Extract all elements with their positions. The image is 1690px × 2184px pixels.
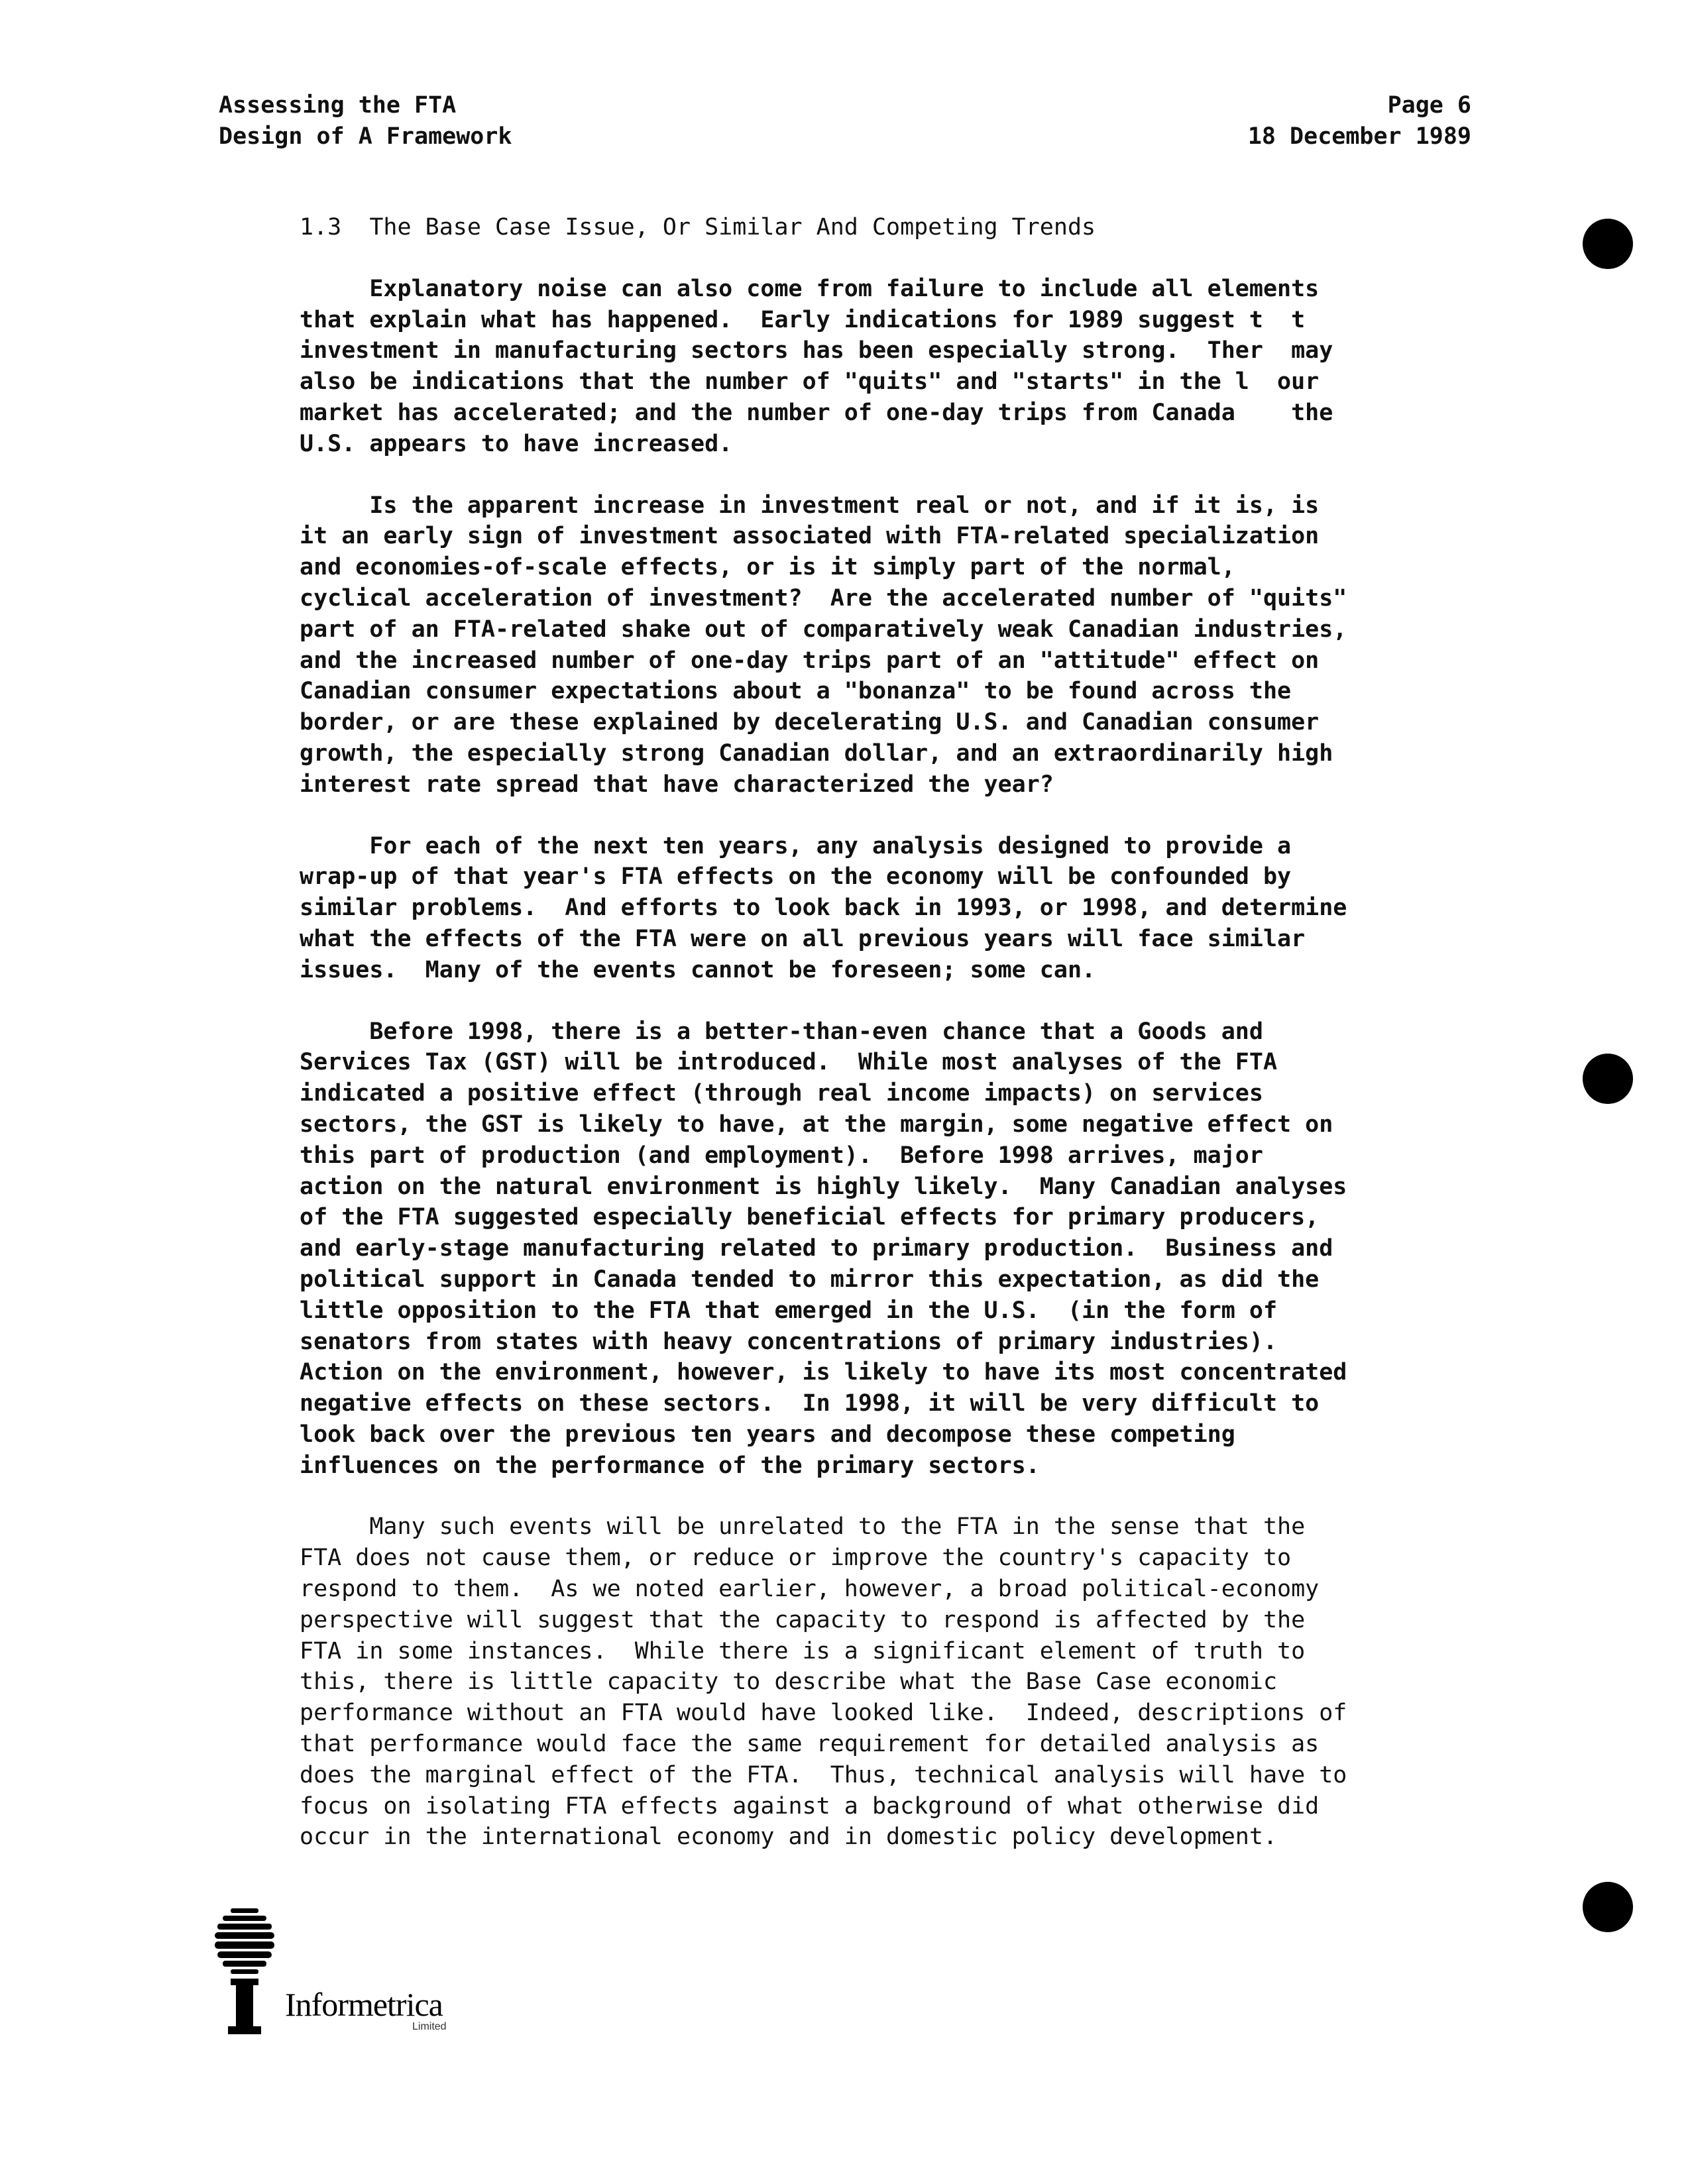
text-line: sectors, the GST is likely to have, at the margin, some negative effect on [300,1111,1333,1138]
text-line: part of an FTA-related shake out of comparatively weak Canadian industries, [300,616,1347,643]
text-line: issues. Many of the events cannot be foreseen; some can. [300,956,1096,983]
text-line: that performance would face the same requirement for detailed analysis as [300,1731,1320,1758]
text-line: Is the apparent increase in investment real or not, and if it is, is [300,492,1320,519]
text-line: does the marginal effect of the FTA. Thus, technical analysis will have to [300,1761,1347,1788]
binder-hole-top [1583,219,1633,269]
text-line: of the FTA suggested especially beneficial effects for primary producers, [300,1204,1320,1231]
text-line: border, or are these explained by decelerating U.S. and Canadian consumer [300,709,1320,736]
text-line: also be indications that the number of "quits" and "starts" in the l our [300,368,1320,396]
text-line: that explain what has happened. Early indications for 1989 suggest t t [300,306,1306,333]
text-line: it an early sign of investment associated with FTA-related specialization [300,523,1320,550]
text-line: cyclical acceleration of investment? Are the accelerated number of "quits" [300,584,1347,612]
section-heading: 1.3 The Base Case Issue, Or Similar And Competing Trends [300,214,1096,241]
document-date: 18 December 1989 [1247,123,1471,150]
text-line: Explanatory noise can also come from failure to include all elements [300,275,1320,302]
text-line: what the effects of the FTA were on all previous years will face similar [300,925,1306,952]
text-line: interest rate spread that have characterized the year? [300,771,1054,798]
text-line: action on the natural environment is highly likely. Many Canadian analyses [300,1173,1347,1200]
text-line: perspective will suggest that the capacity to respond is affected by the [300,1606,1306,1633]
text-line: similar problems. And efforts to look back in 1993, or 1998, and determine [300,895,1347,922]
paragraph-2 [300,490,1479,800]
text-line: U.S. appears to have increased. [300,430,733,457]
text-line: growth, the especially strong Canadian dollar, and an extraordinarily high [300,739,1333,767]
logo-wordmark: Informetrica [285,1986,443,2023]
text-line: and economies-of-scale effects, or is it simply part of the normal, [300,554,1235,581]
text-line: indicated a positive effect (through real income impacts) on services [300,1080,1263,1107]
document-title: Assessing the FTA [219,92,457,119]
text-line: Many such events will be unrelated to the FTA in the sense that the [300,1513,1306,1541]
company-logo [213,1907,492,2040]
document-subtitle: Design of A Framework [219,123,512,150]
binder-hole-bottom [1583,1882,1633,1932]
text-line: For each of the next ten years, any analysis designed to provide a [300,832,1292,859]
text-line: little opposition to the FTA that emerged in the U.S. (in the form of [300,1297,1278,1324]
text-line: this, there is little capacity to describe what the Base Case economic [300,1668,1278,1696]
text-line: Services Tax (GST) will be introduced. While most analyses of the FTA [300,1049,1278,1076]
text-line: senators from states with heavy concentrations of primary industries). [300,1328,1278,1355]
text-line: focus on isolating FTA effects against a background of what otherwise did [300,1792,1320,1820]
text-line: look back over the previous ten years and decompose these competing [300,1421,1235,1448]
text-line: FTA does not cause them, or reduce or improve the country's capacity to [300,1545,1292,1572]
informetrica-globe-logo-icon [213,1907,286,2040]
text-line: performance without an FTA would have looked like. Indeed, descriptions of [300,1700,1347,1727]
text-line: influences on the performance of the primary sectors. [300,1452,1040,1479]
paragraph-4 [300,1016,1479,1482]
text-line: political support in Canada tended to mirror this expectation, as did the [300,1266,1320,1293]
text-line: Canadian consumer expectations about a "bonanza" to be found across the [300,678,1292,705]
document-body [300,212,1479,1883]
text-line: FTA in some instances. While there is a significant element of truth to [300,1637,1306,1665]
text-line: investment in manufacturing sectors has been especially strong. Ther may [300,337,1333,364]
header-right [1248,90,1471,152]
logo-subtext: Limited [412,2021,447,2032]
text-line: negative effects on these sectors. In 1998, it will be very difficult to [300,1390,1320,1417]
text-line: and the increased number of one-day trips part of an "attitude" effect on [300,647,1320,674]
page-number: Page 6 [1387,92,1471,119]
paragraph-3 [300,831,1479,986]
text-line: Action on the environment, however, is likely to have its most concentrated [300,1359,1347,1386]
paragraph-5 [300,1511,1479,1853]
text-line: and early-stage manufacturing related to primary production. Business and [300,1235,1333,1262]
text-line: wrap-up of that year's FTA effects on the economy will be confounded by [300,863,1292,891]
header-left [219,90,512,152]
binder-hole-middle [1583,1054,1633,1104]
text-line: this part of production (and employment). Before 1998 arrives, major [300,1142,1263,1169]
text-line: Before 1998, there is a better-than-even chance that a Goods and [300,1018,1263,1045]
text-line: respond to them. As we noted earlier, however, a broad political-economy [300,1576,1320,1603]
text-line: market has accelerated; and the number of one-day trips from Canada the [300,399,1333,426]
text-line: occur in the international economy and in domestic policy development. [300,1824,1278,1851]
paragraph-1 [300,274,1479,460]
